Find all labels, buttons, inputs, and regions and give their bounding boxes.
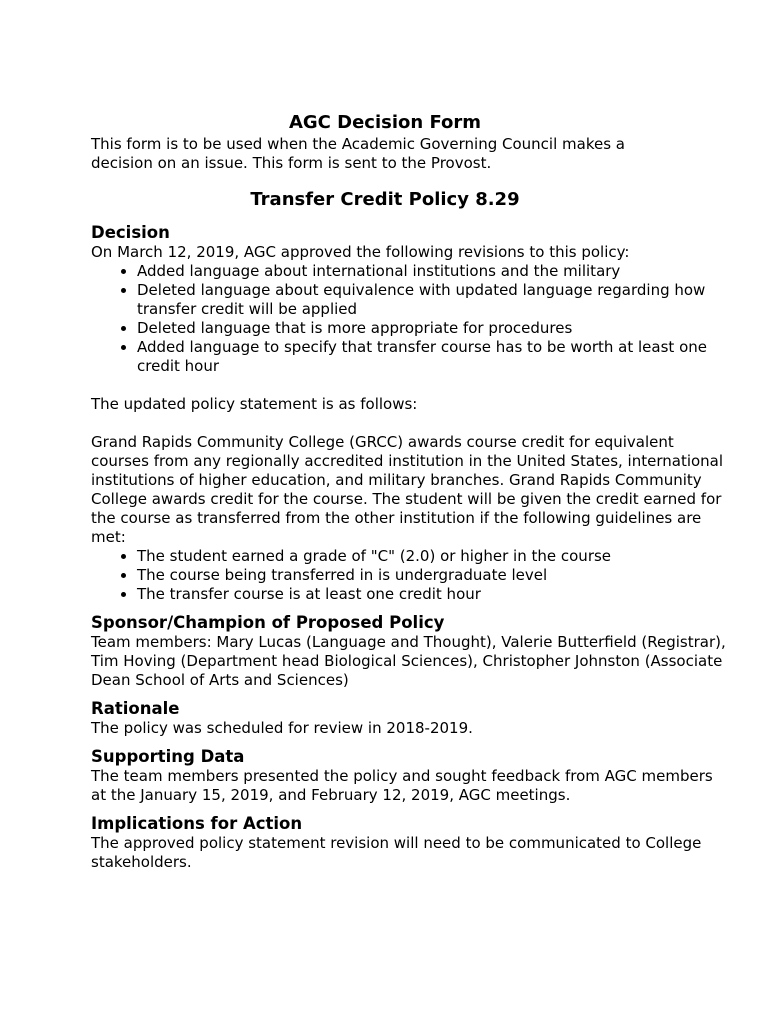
form-title: AGC Decision Form [288, 112, 482, 133]
decision-heading: Decision [91, 223, 170, 242]
revisions-list [91, 262, 731, 376]
implications-text: The approved policy statement revision will need to be communicated to College stakeholders. [91, 834, 702, 871]
rationale-text: The policy was scheduled for review in 2018-2019. [91, 719, 473, 737]
sponsor-heading: Sponsor/Champion of Proposed Policy [91, 613, 445, 632]
guideline-item: • The course being transferred in is undergraduate level [137, 566, 731, 585]
implications-heading: Implications for Action [91, 814, 303, 833]
rationale-heading: Rationale [91, 699, 180, 718]
supporting-data-section [91, 746, 731, 805]
rationale-section [91, 698, 731, 738]
spacer [91, 738, 731, 746]
sponsor-section [91, 612, 731, 690]
revision-item: • Added language about international institutions and the military [137, 262, 731, 281]
guideline-item: • The transfer course is at least one credit hour [137, 585, 731, 604]
spacer [91, 414, 731, 433]
spacer [91, 805, 731, 813]
policy-statement: Grand Rapids Community College (GRCC) awards course credit for equivalent courses from any regionally accredited institution in the United States, international institutions of higher education, and military branches. Grand Rapids Community College awards credit for the course. The student will be given the credit earned for the course as transferred from the other institution if the following guidelines are met: [91, 433, 724, 546]
guidelines-list [91, 547, 731, 604]
supporting-data-text: The team members presented the policy and sought feedback from AGC members at the January 15, 2019, and February 12, 2019, AGC meetings. [91, 767, 713, 804]
policy-title: Transfer Credit Policy 8.29 [250, 189, 520, 210]
spacer [91, 690, 731, 698]
sponsor-text: Team members: Mary Lucas (Language and Thought), Valerie Butterfield (Registrar), Tim Hoving (Department head Biological Sciences), Christopher Johnston (Associate Dean School of Arts and Sciences) [91, 633, 726, 689]
revision-item: • Deleted language about equivalence with updated language regarding how transfer credit will be applied [137, 281, 731, 319]
supporting-data-heading: Supporting Data [91, 747, 245, 766]
decision-lead: On March 12, 2019, AGC approved the following revisions to this policy: [91, 243, 630, 261]
revision-item: • Deleted language that is more appropriate for procedures [137, 319, 731, 338]
intro-text: This form is to be used when the Academic Governing Council makes a decision on an issue. This form is sent to the Provost. [91, 135, 625, 172]
guideline-item: • The student earned a grade of "C" (2.0) or higher in the course [137, 547, 731, 566]
statement-intro: The updated policy statement is as follows: [91, 395, 418, 413]
spacer [91, 604, 731, 612]
spacer [91, 376, 731, 395]
revision-item: • Added language to specify that transfer course has to be worth at least one credit hour [137, 338, 731, 376]
implications-section [91, 813, 731, 872]
decision-section [91, 222, 731, 604]
document-body [91, 222, 731, 872]
